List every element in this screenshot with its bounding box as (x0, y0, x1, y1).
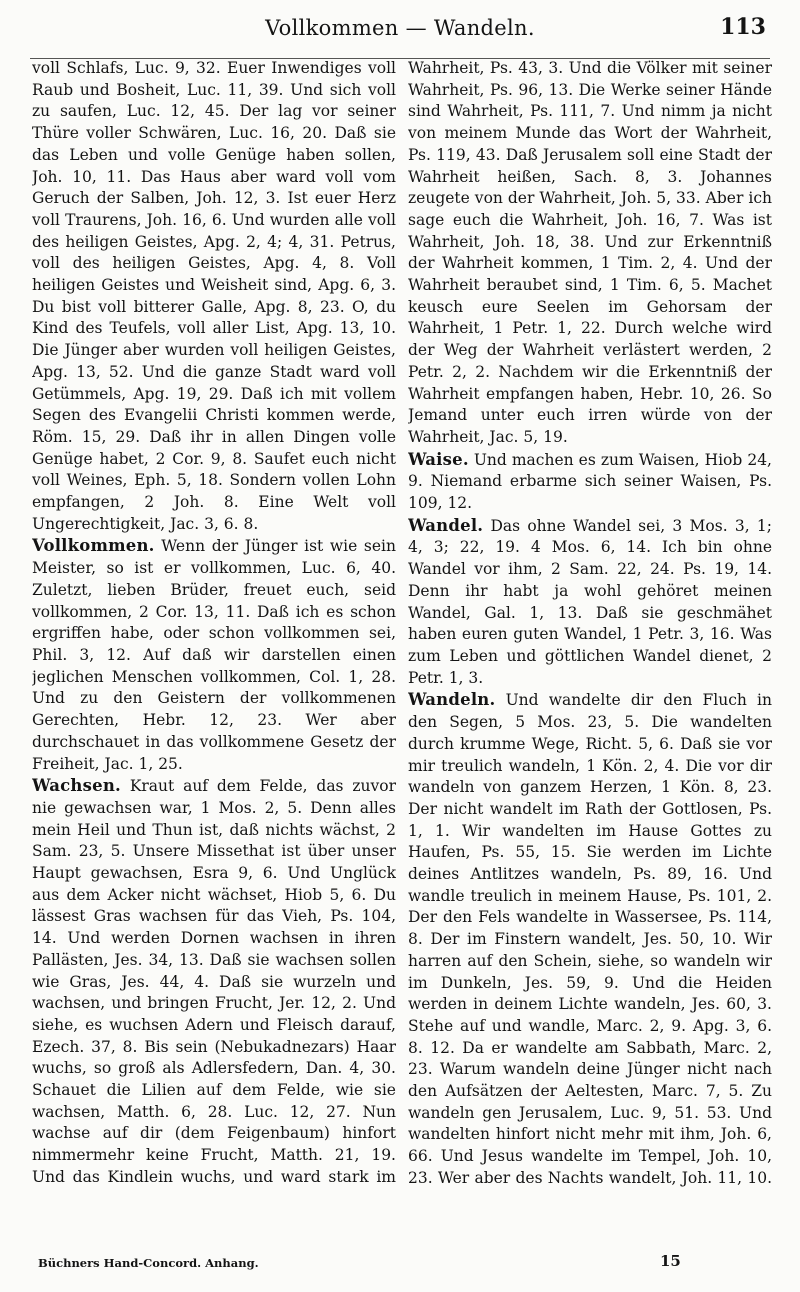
entry-text: Und machen es zum Waisen, Hiob 24, 9. Niemand erbarme sich seiner Waisen, Ps. 109, 12. (408, 450, 772, 513)
page-number: 113 (720, 14, 766, 40)
entry-waise (408, 449, 772, 515)
entry-text: Wenn der Jünger ist wie sein Meister, so ist er vollkommen, Luc. 6, 40. Zuletzt, lieben Brüder, freuet euch, seid vollkommen, 2 Cor. 13, 11. Daß ich es schon ergriffen habe, oder schon vollkommen sei, Phil. 3, 12. Auf daß wir darstellen einen jeglichen Menschen vollkommen, Col. 1, 28. Und zu den Geistern der vollkommenen Gerechten, Hebr. 12, 23. Wer aber durchschauet in das vollkommene Gesetz der Freiheit, Jac. 1, 25. (32, 537, 396, 773)
entry-wandel (408, 515, 772, 690)
continued-entry-wahrheit: Wahrheit, Ps. 43, 3. Und die Völker mit seiner Wahrheit, Ps. 96, 13. Die Werke seiner Hände sind Wahrheit, Ps. 111, 7. Und nimm ja nicht von meinem Munde das Wort der Wahrheit, Ps. 119, 43. Daß Jerusalem soll eine Stadt der Wahrheit heißen, Sach. 8, 3. Johannes zeugete von der Wahrheit, Joh. 5, 33. Aber ich sage euch die Wahrheit, Joh. 16, 7. Was ist Wahrheit, Joh. 18, 38. Und zur Erkenntniß der Wahrheit kommen, 1 Tim. 2, 4. Und der Wahrheit beraubet sind, 1 Tim. 6, 5. Machet keusch eure Seelen im Gehorsam der Wahrheit, 1 Petr. 1, 22. Durch welche wird der Weg der Wahrheit verlästert werden, 2 Petr. 2, 2. Nachdem wir die Erkenntniß der Wahrheit empfangen haben, Hebr. 10, 26. So Jemand unter euch irren würde von der Wahrheit, Jac. 5, 19. (408, 59, 772, 446)
entry-text: Das ohne Wandel sei, 3 Mos. 3, 1; 4, 3; 22, 19. 4 Mos. 6, 14. Ich bin ohne Wandel vor ihm, 2 Sam. 22, 24. Ps. 19, 14. Denn ihr habt ja wohl gehöret meinen Wandel, Gal. 1, 13. Daß sie geschmähet haben euren guten Wandel, 1 Petr. 3, 16. Was zum Leben und göttlichen Wandel dienet, 2 Petr. 1, 3. (408, 516, 772, 687)
headword: Waise. (408, 449, 469, 469)
entry-vollkommen (32, 535, 396, 775)
signature-mark: 15 (660, 1252, 681, 1270)
right-column (408, 58, 772, 1188)
continued-entry-voll: voll Schlafs, Luc. 9, 32. Euer Inwendiges voll Raub und Bosheit, Luc. 11, 39. Und sich voll zu saufen, Luc. 12, 45. Der lag vor seiner Thüre voller Schwären, Luc. 16, 20. Daß sie das Leben und volle Genüge haben sollen, Joh. 10, 11. Das Haus aber ward voll vom Geruch der Salben, Joh. 12, 3. Ist euer Herz voll Traurens, Joh. 16, 6. Und wurden alle voll des heiligen Geistes, Apg. 2, 4; 4, 31. Petrus, voll des heiligen Geistes, Apg. 4, 8. Voll heiligen Geistes und Weisheit sind, Apg. 6, 3. Du bist voll bitterer Galle, Apg. 8, 23. O, du Kind des Teufels, voll aller List, Apg. 13, 10. Die Jünger aber wurden voll heiligen Geistes, Apg. 13, 52. Und die ganze Stadt ward voll Getümmels, Apg. 19, 29. Daß ich mit vollem Segen des Evangelii Christi kommen werde, Röm. 15, 29. Daß ihr in allen Dingen volle Genüge habet, 2 Cor. 9, 8. Saufet euch nicht voll Weines, Eph. 5, 18. Sondern vollen Lohn empfangen, 2 Joh. 8. Eine Welt voll Ungerechtigkeit, Jac. 3, 6. 8. (32, 59, 396, 533)
headword: Wachsen. (32, 776, 121, 796)
entry-wandeln (408, 689, 772, 1188)
entry-wachsen (32, 775, 396, 1188)
imprint: Büchners Hand-Concord. Anhang. (38, 1256, 259, 1270)
entry-text: Und wandelte dir den Fluch in den Segen, 5 Mos. 23, 5. Die wandelten durch krumme Wege, Richt. 5, 6. Daß sie vor mir treulich wandeln, 1 Kön. 2, 4. Die vor dir wandeln von ganzem Herzen, 1 Kön. 8, 23. Der nicht wandelt im Rath der Gottlosen, Ps. 1, 1. Wir wandelten im Hause Gottes zu Haufen, Ps. 55, 15. Sie werden im Lichte deines Antlitzes wandeln, Ps. 89, 16. Und wandle treulich in meinem Hause, Ps. 101, 2. Der den Fels wandelte in Wassersee, Ps. 114, 8. Der im Finstern wandelt, Jes. 50, 10. Wir harren auf den Schein, siehe, so wandeln wir im Dunkeln, Jes. 59, 9. Und die Heiden werden in deinem Lichte wandeln, Jes. 60, 3. Stehe auf und wandle, Marc. 2, 9. Apg. 3, 6. 8. 12. Da er wandelte am Sabbath, Marc. 2, 23. Warum wandeln deine Jünger nicht nach den Aufsätzen der Aeltesten, Marc. 7, 5. Zu wandeln gen Jerusalem, Luc. 9, 51. 53. Und wandelten hinfort nicht mehr mit ihm, Joh. 6, 66. Und Jesus wandelte im Tempel, Joh. 10, 23. Wer aber des Nachts wandelt, Joh. 11, 10. (408, 691, 772, 1187)
headword: Wandel. (408, 515, 484, 535)
page-footer (0, 1252, 800, 1276)
headword: Wandeln. (408, 690, 496, 710)
entry-text: Kraut auf dem Felde, das zuvor nie gewachsen war, 1 Mos. 2, 5. Denn alles mein Heil und Thun ist, daß nichts wächst, 2 Sam. 23, 5. Unsere Missethat ist über unser Haupt gewachsen, Esra 9, 6. Und Unglück aus dem Acker nicht wächset, Hiob 5, 6. Du lässest Gras wachsen für das Vieh, Ps. 104, 14. Und werden Dornen wachsen in ihren Pallästen, Jes. 34, 13. Daß sie wachsen sollen wie Gras, Jes. 44, 4. Daß sie wurzeln und wachsen, und bringen Frucht, Jer. 12, 2. Und siehe, es wuchsen Adern und Fleisch darauf, Ezech. 37, 8. Bis sein (Nebukadnezars) Haar wuchs, so groß als Adlersfedern, Dan. 4, 30. Schauet die Lilien auf dem Felde, wie sie wachsen, Matth. 6, 28. Luc. 12, 27. Nun wachse auf dir (dem Feigenbaum) hinfort nimmermehr keine Frucht, Matth. 21, 19. Und das Kindlein wuchs, und ward stark im (32, 777, 396, 1186)
page-header (0, 14, 800, 50)
headword: Vollkommen. (32, 536, 155, 556)
left-column (32, 58, 396, 1188)
running-title: Vollkommen — Wandeln. (265, 16, 535, 40)
